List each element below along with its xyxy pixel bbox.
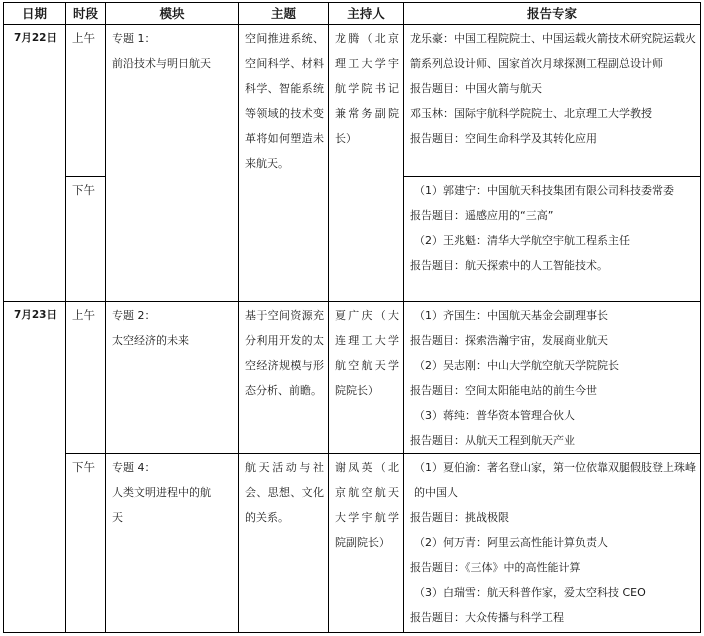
module-title: 专题 2： [112,309,156,322]
report-title-line: 报告题目：《三体》中的高性能计算 [410,561,581,574]
header-row [4,3,701,25]
period-cell: 上午 [66,302,106,454]
table-row [4,302,701,454]
module-name: 天 [112,511,123,524]
report-title-line: 报告题目：大众传播与科学工程 [410,611,564,624]
table-row [4,454,701,633]
topic-cell: 基于空间资源充分利用开发的太空经济规模与形态分析、前瞻。 [239,302,329,454]
expert-line: （1）郭建宁：中国航天科技集团有限公司科技委常委 [414,184,674,197]
header-topic: 主题 [239,3,329,25]
module-title: 专题 1： [112,32,156,45]
period-cell: 下午 [66,177,106,302]
module-name: 前沿技术与明日航天 [112,57,211,70]
date-cell: 7月23日 [4,302,66,633]
topic-cell: 空间推进系统、空间科学、材料科学、智能系统等领域的技术变革将如何塑造未来航天。 [239,25,329,302]
report-title-line: 报告题目：挑战极限 [410,511,509,524]
topic-cell: 航天活动与社会、思想、文化的关系。 [239,454,329,633]
period-cell: 上午 [66,25,106,177]
period-cell: 下午 [66,454,106,633]
module-name: 太空经济的未来 [112,334,189,347]
report-title-line: 报告题目：空间太阳能电站的前生今世 [410,384,597,397]
report-title-line: 报告题目：空间生命科学及其转化应用 [410,132,597,145]
experts-cell [404,177,701,302]
module-cell [106,302,239,454]
report-title-line: 报告题目：从航天工程到航天产业 [410,434,575,447]
report-title-line: 报告题目：航天探索中的人工智能技术。 [410,259,608,272]
header-experts: 报告专家 [404,3,701,25]
experts-cell [404,302,701,454]
report-title-line: 报告题目：探索浩瀚宇宙，发展商业航天 [410,334,608,347]
schedule-wrapper [3,2,700,632]
host-cell: 龙腾（北京理工大学宇航学院书记兼常务副院长） [329,25,404,302]
table-row [4,25,701,177]
module-cell [106,454,239,633]
expert-line: （3）白瑞雪：航天科普作家，爱太空科技 CEO [414,586,646,599]
header-module: 模块 [106,3,239,25]
module-name: 人类文明进程中的航 [112,486,211,499]
host-cell: 夏广庆（大连理工大学航空航天学院院长） [329,302,404,454]
module-cell [106,25,239,302]
header-period: 时段 [66,3,106,25]
date-cell: 7月22日 [4,25,66,302]
host-cell: 谢凤英（北京航空航天大学宇航学院副院长） [329,454,404,633]
expert-line: 邓玉林：国际宇航科学院院士、北京理工大学教授 [410,107,652,120]
report-title-line: 报告题目：遥感应用的“三高” [410,209,554,222]
header-date: 日期 [4,3,66,25]
expert-line: 龙乐豪：中国工程院院士、中国运载火箭技术研究院运载火箭系列总设计师、国家首次月球探测工程副总设计师 [410,32,696,70]
expert-line: （2）吴志刚：中山大学航空航天学院院长 [414,359,619,372]
schedule-table [3,2,701,633]
expert-line: （2）王兆魁：清华大学航空宇航工程系主任 [414,234,630,247]
experts-cell [404,454,701,633]
module-title: 专题 4： [112,461,156,474]
expert-line: （1）夏伯渝：著名登山家，第一位依靠双腿假肢登上珠峰的中国人 [414,461,696,499]
experts-cell [404,25,701,177]
expert-line: （1）齐国生：中国航天基金会副理事长 [414,309,608,322]
expert-line: （3）蒋纯：普华资本管理合伙人 [414,409,575,422]
report-title-line: 报告题目：中国火箭与航天 [410,82,542,95]
header-host: 主持人 [329,3,404,25]
expert-line: （2）何万青：阿里云高性能计算负责人 [414,536,608,549]
